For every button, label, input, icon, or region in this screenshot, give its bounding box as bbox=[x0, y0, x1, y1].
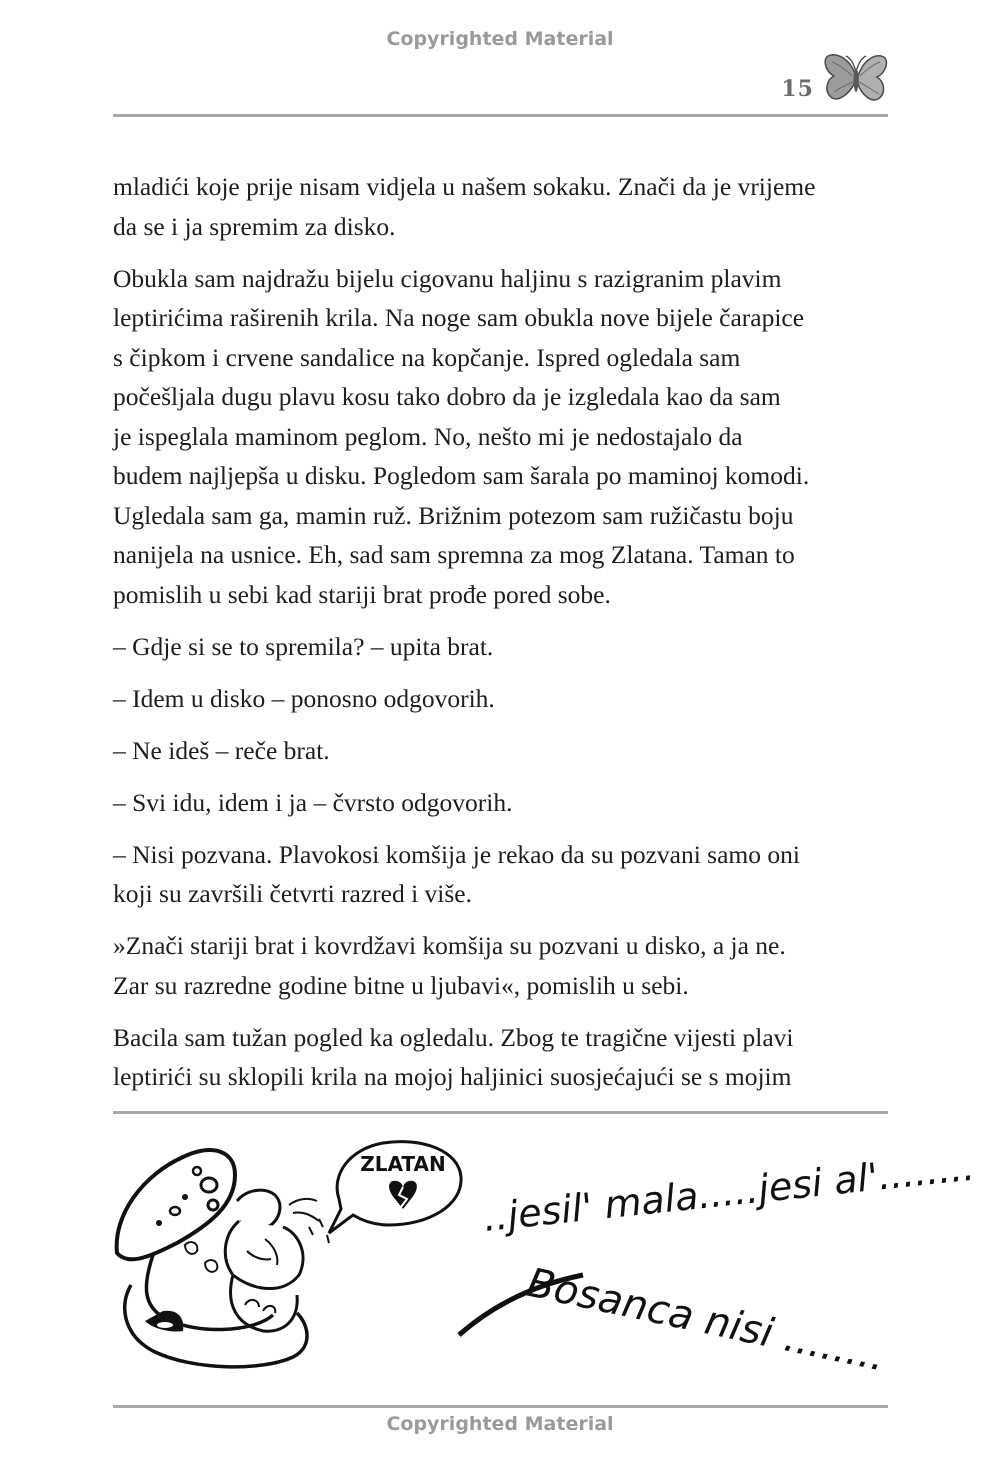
paragraph bbox=[113, 926, 893, 1005]
caption-line-2: Bosanca nisi ........ bbox=[522, 1259, 890, 1381]
dialogue-line bbox=[113, 627, 893, 667]
text-line: budem najljepša u disku. Pogledom sam šarala po maminoj komodi. bbox=[113, 461, 810, 490]
speech-bubble-text: ZLATAN bbox=[360, 1152, 446, 1176]
text-line: – Nisi pozvana. Plavokosi komšija je rekao da su pozvani samo oni bbox=[113, 839, 800, 869]
text-line: da se i ja spremim za disko. bbox=[113, 211, 396, 241]
dialogue-line bbox=[113, 731, 893, 771]
page-number: 15 bbox=[781, 76, 814, 102]
footer-rule bbox=[113, 1405, 888, 1408]
text-line: Ugledala sam ga, mamin ruž. Brižnim potezom sam ružičastu boju bbox=[113, 500, 794, 530]
butterfly-icon bbox=[822, 52, 890, 108]
text-line: – Svi idu, idem i ja – čvrsto odgovorih. bbox=[113, 787, 513, 817]
text-line: mladići koje prije nisam vidjela u našem sokaku. Znači da je vrijeme bbox=[113, 172, 816, 201]
text-line: leptirići su sklopili krila na mojoj haljinici suosjećajući se s mojim bbox=[113, 1062, 792, 1091]
caption-line-1: ..jesil' mala.....jesi al'........ bbox=[481, 1144, 977, 1240]
paragraph bbox=[113, 167, 893, 246]
text-line: – Gdje si se to spremila? – upita brat. bbox=[113, 631, 494, 661]
text-line: koji su završili četvrti razred i više. bbox=[113, 879, 473, 908]
dialogue-line bbox=[113, 835, 893, 914]
header-rule bbox=[113, 114, 888, 117]
text-line: – Idem u disko – ponosno odgovorih. bbox=[113, 683, 495, 713]
text-line: počešljala dugu plavu kosu tako dobro da je izgledala kao da sam bbox=[113, 382, 781, 411]
paragraph bbox=[113, 259, 893, 615]
speech-bubble bbox=[329, 1142, 461, 1233]
dialogue-line bbox=[113, 783, 893, 823]
text-line: pomislih u sebi kad stariji brat prođe pored sobe. bbox=[113, 579, 611, 609]
mushroom-drawing bbox=[117, 1150, 329, 1367]
text-line: Bacila sam tužan pogled ka ogledalu. Zbog te tragične vijesti plavi bbox=[113, 1022, 794, 1052]
body-text bbox=[113, 167, 893, 1109]
illustration bbox=[113, 1135, 977, 1385]
text-line: Obukla sam najdražu bijelu cigovanu haljinu s razigranim plavim bbox=[113, 263, 782, 293]
text-line: leptirićima raširenih krila. Na noge sam obukla nove bijele čarapice bbox=[113, 303, 805, 332]
copyright-footer: Copyrighted Material bbox=[386, 1413, 614, 1435]
text-line: Zar su razredne godine bitne u ljubavi«, pomislih u sebi. bbox=[113, 970, 689, 1000]
text-line: je ispeglala maminom peglom. No, nešto mi je nedostajalo da bbox=[113, 421, 743, 451]
illustration-top-rule bbox=[113, 1111, 888, 1114]
paragraph bbox=[113, 1018, 893, 1097]
text-line: s čipkom i crvene sandalice na kopčanje. Ispred ogledala sam bbox=[113, 342, 741, 372]
text-line: – Ne ideš – reče brat. bbox=[113, 735, 330, 765]
dialogue-line bbox=[113, 679, 893, 719]
copyright-header: Copyrighted Material bbox=[386, 28, 614, 50]
text-line: »Znači stariji brat i kovrdžavi komšija su pozvani u disko, a ja ne. bbox=[113, 931, 786, 960]
text-line: nanijela na usnice. Eh, sad sam spremna za mog Zlatana. Taman to bbox=[113, 540, 795, 569]
